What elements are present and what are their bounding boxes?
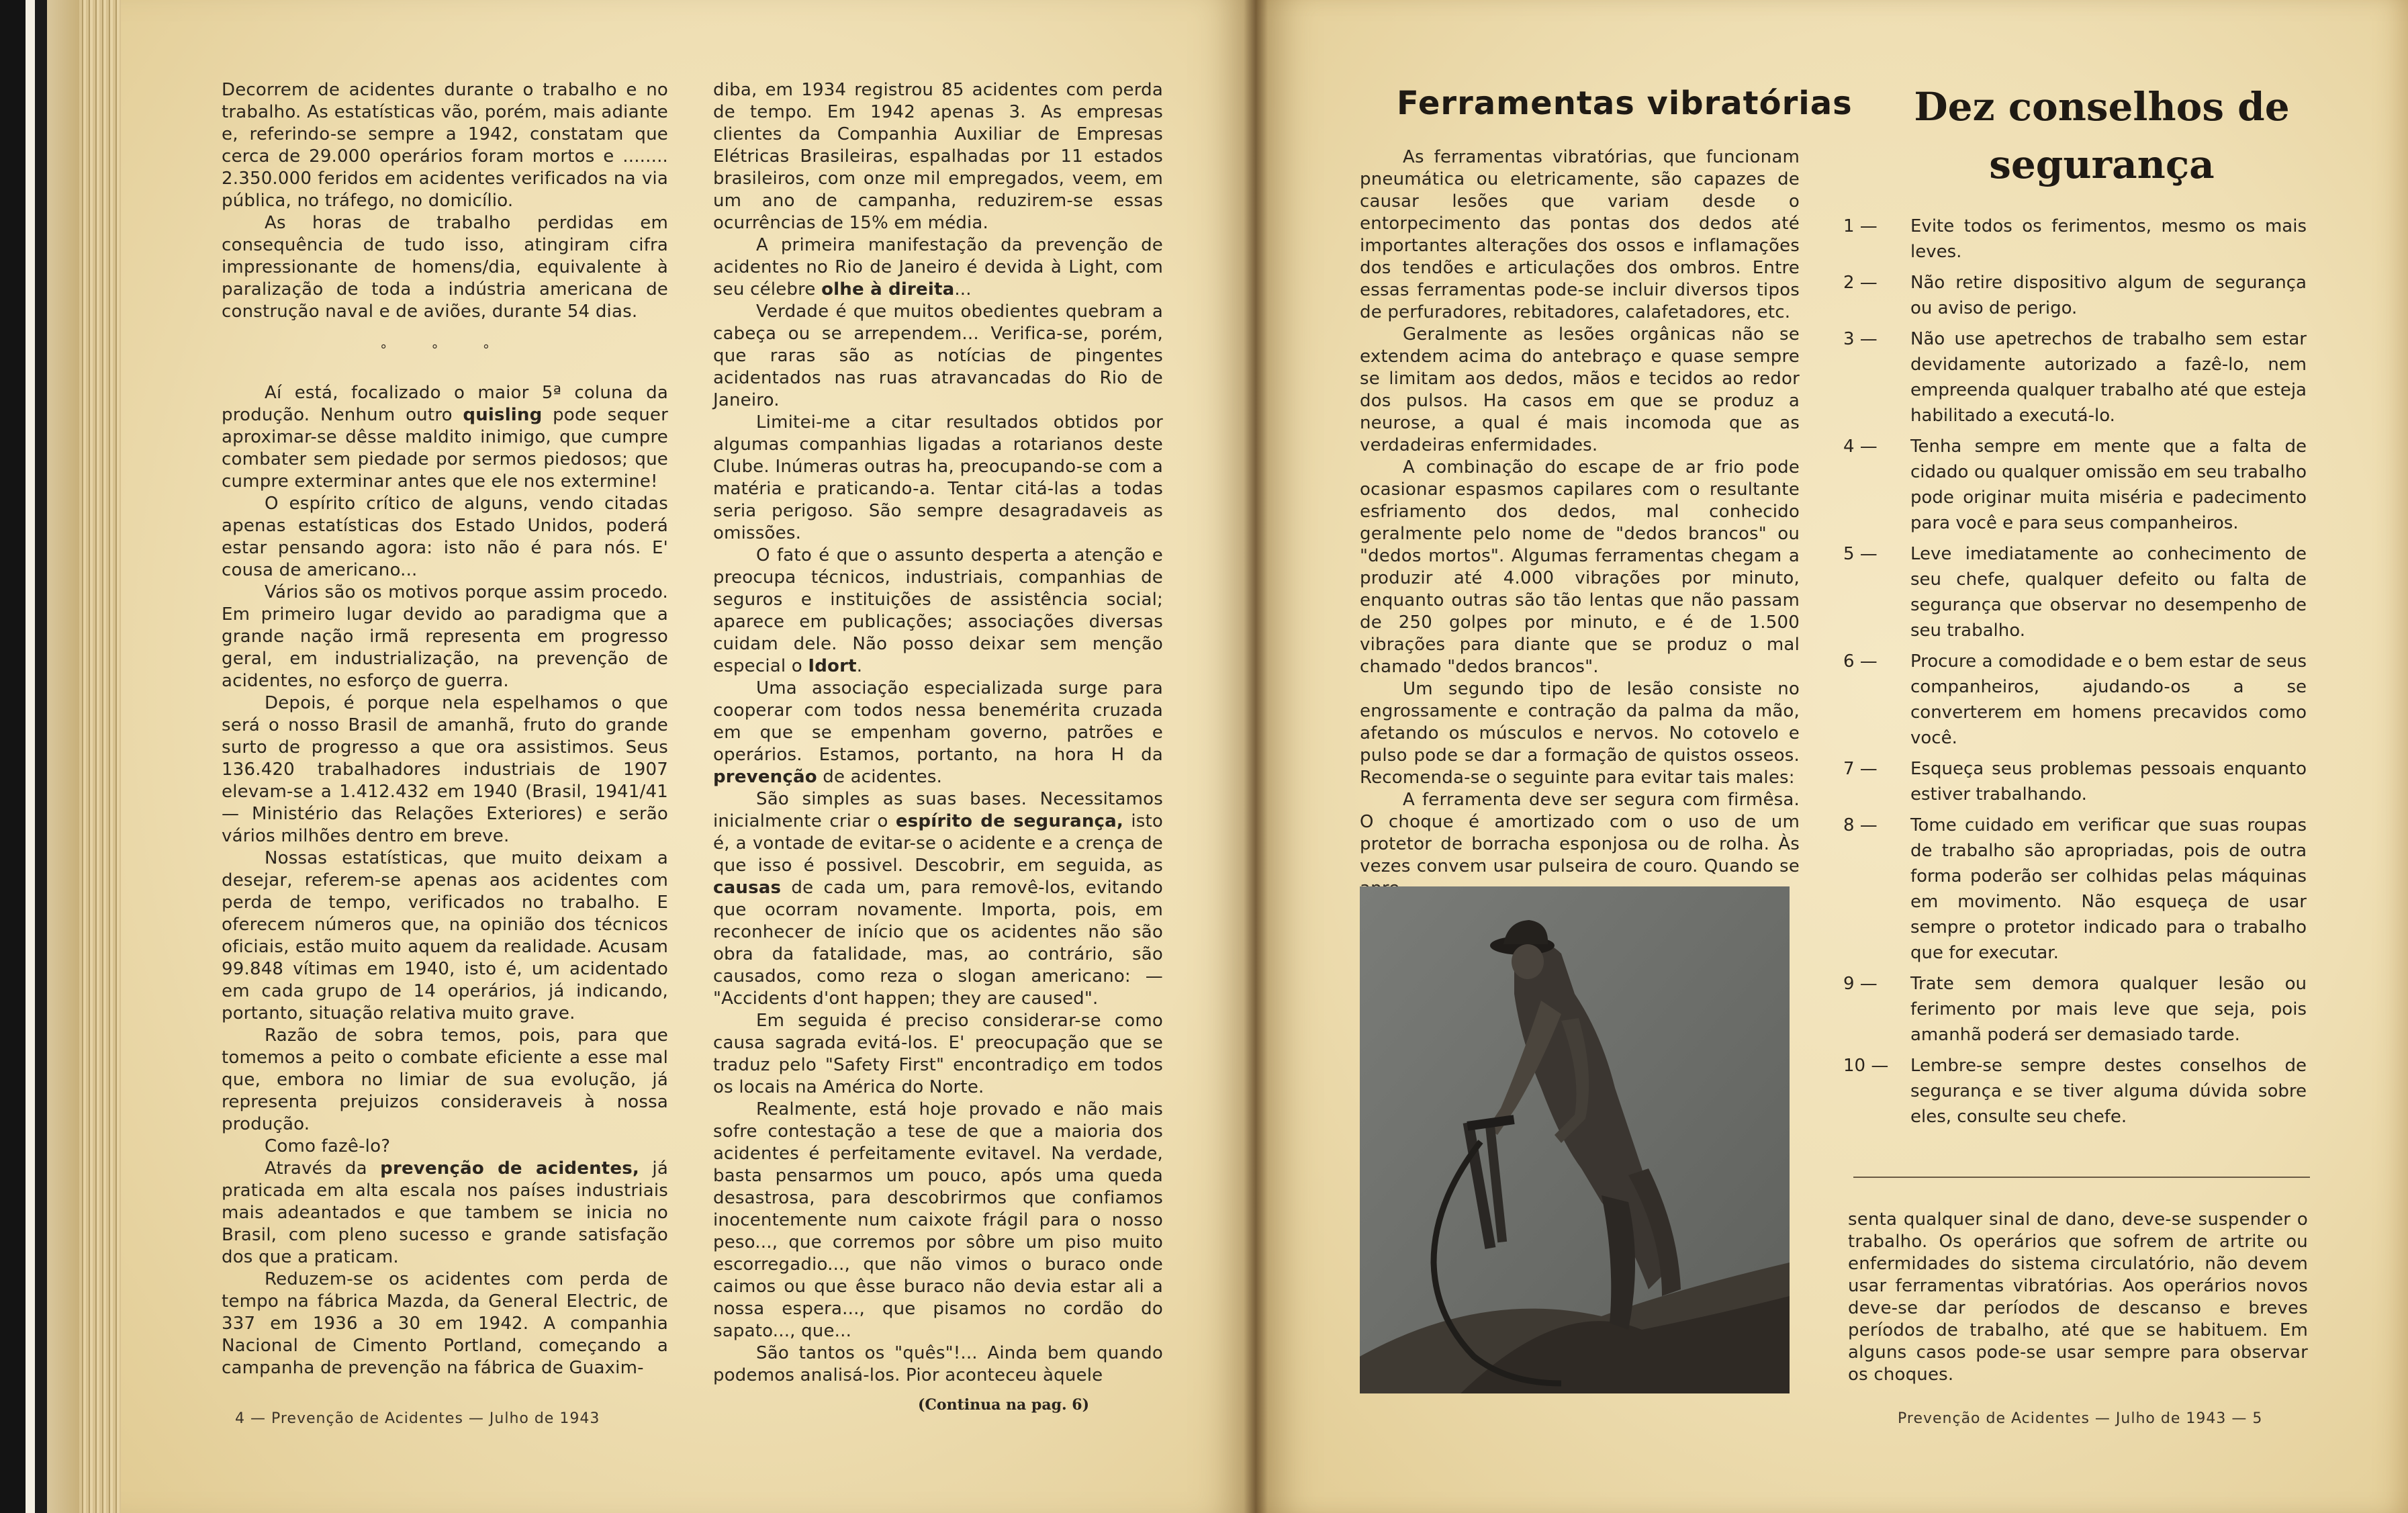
- paragraph: O fato é que o assunto desperta a atenção e preocupa técnicos, industriais, companhias de seguros e instituições de assistência social; aparece em publicações; associações diversas cuidam dele. Não posso deixar sem menção especial o Idort.: [713, 545, 1163, 676]
- paragraph: O espírito crítico de alguns, vendo citadas apenas estatísticas dos Estado Unidos, poderá estar pensando agora: isto não é para nós. E' cousa de americano...: [222, 494, 668, 580]
- paragraph: Depois, é porque nela espelhamos o que será o nosso Brasil de amanhã, fruto do grande surto de progresso a que ora assistimos. Seus 136.420 trabalhadores industriais de 1907 elevam-se a 1.412.432 em 1940 (Brasil, 1941/41 — Ministério das Relações Exteriores) e serão vários milhões dentro em breve.: [222, 693, 668, 846]
- safety-tip: [1843, 541, 2307, 643]
- safety-tip: [1843, 326, 2307, 428]
- tip-text: Esqueça seus problemas pessoais enquanto estiver trabalhando.: [1910, 759, 2307, 805]
- tips-title: Dez conselhos de segurança: [1914, 84, 2290, 187]
- safety-tip: [1843, 971, 2307, 1048]
- section-separator: ° ° °: [380, 342, 510, 358]
- tip-number: 9 —: [1843, 974, 1878, 994]
- paragraph: Verdade é que muitos obedientes quebram a cabeça ou se arrependem... Verifica-se, porém, que raras são as notícias de pingentes acidentados nas ruas atravancadas do Rio de Janeiro.: [713, 302, 1163, 410]
- tip-text: Leve imediatamente ao conhecimento de seu chefe, qualquer defeito ou falta de segurança que observar no desempenho de seu trabalho.: [1910, 544, 2307, 641]
- left-page-folio: 4 — Prevenção de Acidentes — Julho de 1943: [235, 1410, 600, 1427]
- paragraph: senta qualquer sinal de dano, deve-se suspender o trabalho. Os operários que sofrem de artrite ou enfermidades do sistema circulatório, não devem usar ferramentas vibratórias. Aos operários novos deve-se dar períodos de descanso e breves períodos de trabalho, até que se habituem. Em alguns casos pode-se usar sempre para observar os choques.: [1848, 1209, 2308, 1385]
- book-binding: [0, 0, 79, 1513]
- left-column-1: [222, 79, 668, 1379]
- worker-with-pneumatic-drill-photo: [1360, 886, 1790, 1393]
- spine-gutter: [1244, 0, 1268, 1513]
- paragraph: Através da prevenção de acidentes, já praticada em alta escala nos países industriais mais adeantados e que tambem se inicia no Brasil, com pleno sucesso e grande satisfação dos que a praticam.: [222, 1158, 668, 1267]
- tip-text: Tome cuidado em verificar que suas roupas de trabalho são apropriadas, pois de outra forma poderão ser colhidas pelas máquinas em movimento. Não esqueça de usar sempre o protetor indicado para o trabalho que for executar.: [1910, 815, 2307, 963]
- paragraph: diba, em 1934 registrou 85 acidentes com perda de tempo. Em 1942 apenas 3. As empresas clientes da Companhia Auxiliar de Empresas Elétricas Brasileiras, espalhadas por 11 estados brasileiros, com onze mil empregados, veem, em um ano de campanha, reduzirem-se essas ocurrências de 15% em média.: [713, 80, 1163, 233]
- paragraph: Um segundo tipo de lesão consiste no engrossamente e contração da palma da mão, afetando os músculos e nervos. No cotovelo e pulso pode se dar a formação de quistos osseos. Recomenda-se o seguinte para evitar tais males:: [1360, 679, 1800, 788]
- paragraph: Como fazê-lo?: [265, 1136, 391, 1156]
- tip-text: Procure a comodidade e o bem estar de seus companheiros, ajudando-os a se converterem em homens precavidos como você.: [1910, 651, 2307, 748]
- tip-number: 2 —: [1843, 273, 1878, 293]
- tip-text: Não use apetrechos de trabalho sem estar devidamente autorizado a fazê-lo, nem empreenda qualquer trabalho até que esteja habilitado a executá-lo.: [1910, 329, 2307, 426]
- paragraph: As ferramentas vibratórias, que funcionam pneumática ou eletricamente, são capazes de causar lesões que variam desde o entorpecimento das pontas dos dedos até importantes alterações dos ossos e inflamações dos tendões e articulações dos ombros. Entre essas ferramentas pode-se incluir diversos tipos de perfuradores, rebitadores, calafetadores, etc.: [1360, 147, 1800, 322]
- safety-tip: [1843, 649, 2307, 751]
- safety-tips-list: [1843, 214, 2307, 1135]
- paragraph: Nossas estatísticas, que muito deixam a desejar, referem-se apenas aos acidentes com perda de tempo, verificados no trabalho. E oferecem números que, na opinião dos técnicos oficiais, estão muito aquem da realidade. Acusam 99.848 vítimas em 1940, isto é, um acidentado em cada grupo de 14 operários, já indicando, portanto, situação relativa muito grave.: [222, 848, 668, 1023]
- right-page-folio: Prevenção de Acidentes — Julho de 1943 — 5: [1898, 1410, 2263, 1427]
- paragraph: Razão de sobra temos, pois, para que tomemos a peito o combate eficiente a esse mal que, embora no limiar de sua evolução, já representa prejuizos consideraveis à nossa produção.: [222, 1025, 668, 1134]
- article-title: Ferramentas vibratórias: [1397, 85, 1853, 122]
- left-column-2: [713, 79, 1163, 1414]
- safety-tip: [1843, 756, 2307, 807]
- paragraph: A combinação do escape de ar frio pode ocasionar espasmos capilares com o resultante esfriamento dos dedos, mal conhecido geralmente pelo nome de "dedos brancos" ou "dedos mortos". Algumas ferramentas chegam a produzir até 4.000 vibrações por minuto, enquanto outras são tão lentas que não passam de 250 golpes por minuto, e é de 1.500 vibrações para diante que se produz o mal chamado "dedos brancos".: [1360, 457, 1800, 677]
- paragraph: Em seguida é preciso considerar-se como causa sagrada evitá-los. E' preocupação que se traduz pelo "Safety First" encontradiço em todos os locais na América do Norte.: [713, 1011, 1163, 1097]
- tip-number: 8 —: [1843, 815, 1878, 835]
- safety-tip: [1843, 1053, 2307, 1130]
- tip-text: Evite todos os ferimentos, mesmo os mais leves.: [1910, 216, 2307, 262]
- paragraph: Vários são os motivos porque assim procedo. Em primeiro lugar devido ao paradigma que a grande nação irmã representa em progresso geral, em industrialização, na prevenção de acidentes, no esforço de guerra.: [222, 582, 668, 691]
- paragraph: Decorrem de acidentes durante o trabalho e no trabalho. As estatísticas vão, porém, mais adiante e, referindo-se sempre a 1942, constatam que cerca de 29.000 operários foram mortos e ........ 2.350.000 feridos em acidentes verificados na via pública, no tráfego, no domicílio.: [222, 80, 668, 211]
- paragraph: Geralmente as lesões orgânicas não se extendem acima do antebraço e quase sempre se limitam aos dedos, mãos e tecidos ao redor dos pulsos. Ha casos em que se produz a neurose, a qual é mais incomoda que as verdadeiras enfermidades.: [1360, 324, 1800, 455]
- safety-tip: [1843, 434, 2307, 536]
- paragraph: Realmente, está hoje provado e não mais sofre contestação a tese de que a maioria dos acidentes é perfeitamente evitavel. Na verdade, basta pensarmos um pouco, após uma queda desastrosa, para descobrirmos que confiamos inocentemente num caixote frágil para o nosso peso..., que corremos por sôbre um piso muito escorregadio..., que não vimos o buraco onde caimos ou que êsse buraco não devia estar ali a nossa espera..., que pisamos no cordão do sapato..., que...: [713, 1099, 1163, 1341]
- paragraph: São simples as suas bases. Necessitamos inicialmente criar o espírito de segurança, isto é, a vontade de evitar-se o acidente e a crença de que isso é possivel. Descobrir, em seguida, as causas de cada um, para removê-los, evitando que ocorram novamente. Importa, pois, em reconhecer de início que os acidentes não são obra da fatalidade, mas, ao contrário, são causados, como reza o slogan americano: — "Accidents d'ont happen; they are caused".: [713, 789, 1163, 1009]
- article-continuation: [1848, 1209, 2308, 1386]
- section-divider: [1853, 1177, 2310, 1178]
- paragraph: A ferramenta deve ser segura com firmêsa. O choque é amortizado com o uso de um protetor de borracha esponjosa ou de rolha. Às vezes convem usar pulseira de couro. Quando se: [1360, 790, 1800, 876]
- safety-tip: [1843, 813, 2307, 966]
- tip-number: 5 —: [1843, 544, 1878, 564]
- paragraph: A primeira manifestação da prevenção de acidentes no Rio de Janeiro é devida à Light, com seu célebre olhe à direita...: [713, 235, 1163, 300]
- paragraph: As horas de trabalho perdidas em consequência de tudo isso, atingiram cifra impressionante de homens/dia, equivalente à paralização de toda a indústria americana de construção naval e de aviões, durante 54 dias.: [222, 213, 668, 322]
- page-edges: [79, 0, 121, 1513]
- continuation-note: (Continua na pag. 6): [918, 1396, 1089, 1414]
- tip-number: 10 —: [1843, 1056, 1889, 1076]
- safety-tip: [1843, 270, 2307, 321]
- safety-tip: [1843, 214, 2307, 265]
- paragraph: Reduzem-se os acidentes com perda de tempo na fábrica Mazda, da General Electric, de 337 em 1936 a 30 em 1942. A companhia Nacional de Cimento Portland, começando a campanha de prevenção na fábrica de Guaxim-: [222, 1269, 668, 1378]
- tip-text: Não retire dispositivo algum de segurança ou aviso de perigo.: [1910, 273, 2307, 318]
- tip-text: Trate sem demora qualquer lesão ou ferimento por mais leve que seja, pois amanhã poderá ser demasiado tarde.: [1910, 974, 2307, 1045]
- paragraph: Aí está, focalizado o maior 5ª coluna da produção. Nenhum outro quisling pode sequer aproximar-se dêsse maldito inimigo, que cumpre combater sem piedade por sermos piedosos; que cumpre exterminar antes que ele nos extermine!: [222, 383, 668, 492]
- tip-number: 3 —: [1843, 329, 1878, 349]
- tip-text: Lembre-se sempre destes conselhos de segurança e se tiver alguma dúvida sobre eles, consulte seu chefe.: [1910, 1056, 2307, 1127]
- tip-number: 6 —: [1843, 651, 1878, 672]
- tip-number: 4 —: [1843, 437, 1878, 457]
- tip-text: Tenha sempre em mente que a falta de cidado ou qualquer omissão em seu trabalho pode originar muita miséria e padecimento para você e para seus companheiros.: [1910, 437, 2307, 533]
- article-column: [1360, 146, 1800, 900]
- paragraph: Uma associação especializada surge para cooperar com todos nessa benemérita cruzada em que se empenham governo, patrões e operários. Estamos, portanto, na hora H da prevenção de acidentes.: [713, 678, 1163, 787]
- tip-number: 7 —: [1843, 759, 1878, 779]
- tip-number: 1 —: [1843, 216, 1878, 236]
- paragraph: São tantos os "quês"!... Ainda bem quando podemos analisá-los. Pior aconteceu àquele: [713, 1343, 1163, 1385]
- paragraph: Limitei-me a citar resultados obtidos por algumas companhias ligadas a rotarianos deste Clube. Inúmeras outras ha, preocupando-se com a matéria e praticando-a. Tentar citá-las a todas seria perigoso. São sempre desagradaveis as omissões.: [713, 412, 1163, 543]
